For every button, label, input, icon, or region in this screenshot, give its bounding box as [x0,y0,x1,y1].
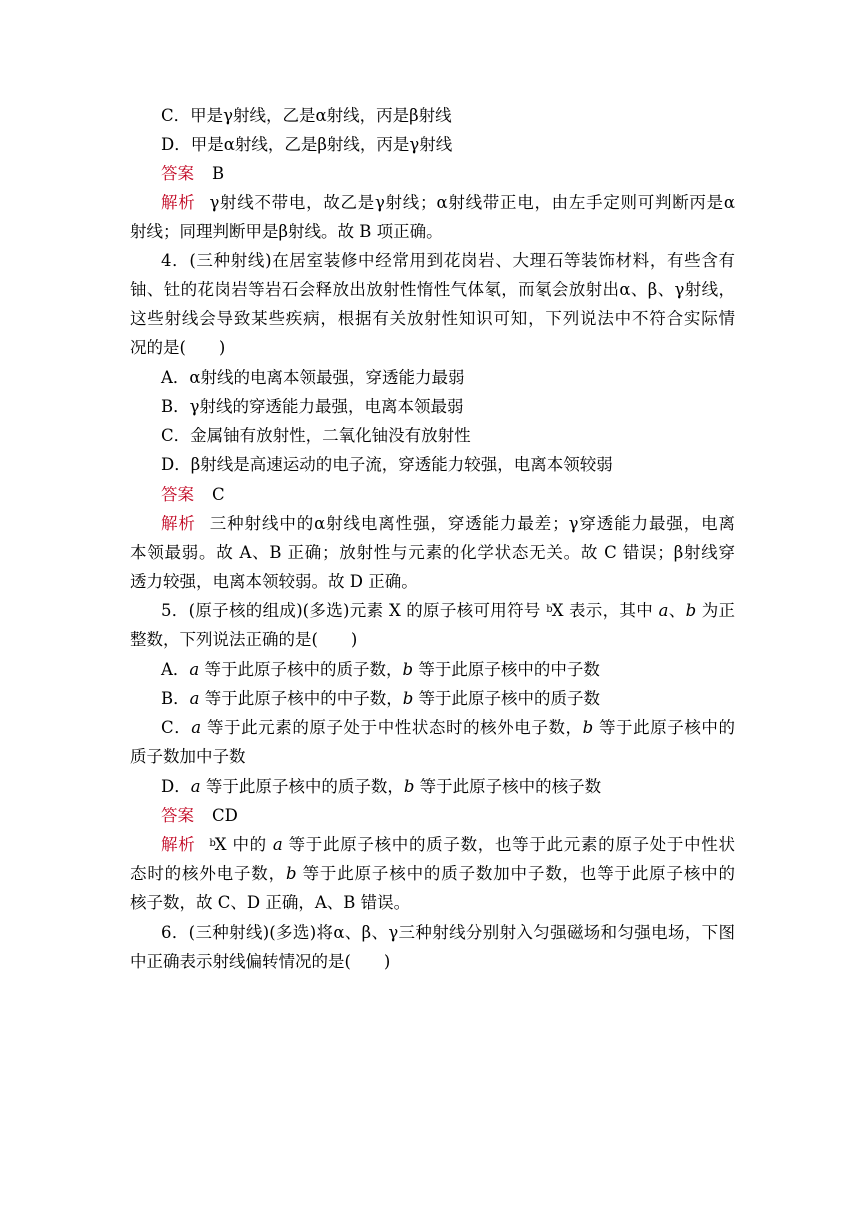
q5-option-b [161,684,735,713]
option-text: 等于此元素的原子处于中性状态时的核外电子数， [201,718,583,737]
variable-b: b [402,689,414,708]
stem-text: 为正 [696,601,736,620]
variable-a: a [189,689,200,708]
analysis-text: 等于此原子核中的质子数加中子数，也等于此原子核中的 [296,864,736,883]
variable-a: a [189,660,200,679]
answer-label: 答案 [161,806,194,825]
stem-text: 表示，其中 [563,601,659,620]
q5-option-c-line-2: 质子数加中子数 [130,747,246,766]
q5-option-d [161,772,735,801]
q6-stem-line-1: 6．(三种射线)(多选)将α、β、γ三种射线分别射入匀强磁场和匀强电场，下图 [161,923,735,942]
q5-stem-line-1 [161,596,735,628]
q4-stem-line-4: 况的是( ) [130,338,226,357]
option-text: 等于此原子核中的质子数， [199,660,403,679]
element-symbol: X [214,835,227,854]
variable-b: b [685,601,697,620]
q4-stem-line-1: 4．(三种射线)在居室装修中经常用到花岗岩、大理石等装饰材料，有些含有 [161,251,735,270]
q4-answer [161,480,735,509]
q6-stem-line-2: 中正确表示射线偏转情况的是( ) [130,952,391,971]
variable-a: a [191,718,202,737]
q3-answer [161,159,735,188]
element-symbol: X [551,601,564,620]
option-text: 等于此原子核中的中子数 [413,660,600,679]
variable-a: a [272,835,283,854]
q4-stem-line-2: 铀、钍的花岗岩等岩石会释放出放射性惰性气体氡，而氡会放射出α、β、γ射线， [130,280,735,299]
variable-a: a [658,601,669,620]
option-letter: B． [161,689,190,708]
q4-analysis-line-2: 本领最弱。故 A、B 正确；放射性与元素的化学状态无关。故 C 错误；β射线穿 [130,543,735,562]
q5-stem-line-2: 整数，下列说法正确的是( ) [130,630,358,649]
analysis-text: 三种射线中的α射线电离性强，穿透能力最差；γ穿透能力最强，电离 [209,514,735,533]
q4-option-d: D．β射线是高速运动的电子流，穿透能力较强，电离本领较弱 [161,455,613,474]
analysis-text: 中的 [226,835,273,854]
option-text: 等于此原子核中的核子数 [414,777,602,796]
analysis-text: γ射线不带电，故乙是γ射线；α射线带正电，由左手定则可判断丙是α [209,193,735,212]
nuclide-symbol [546,596,563,628]
q5-option-a [161,655,735,684]
q5-analysis-line-1 [161,830,735,862]
variable-b: b [582,718,594,737]
analysis-label: 解析 [161,835,196,854]
q3-option-c: C．甲是γ射线，乙是α射线，丙是β射线 [161,106,452,125]
q4-analysis-line-3: 透力较强，电离本领较弱。故 D 正确。 [130,572,418,591]
option-text: 等于此原子核中的中子数， [199,689,403,708]
q5-analysis-line-3: 核子数，故 C、D 正确，A、B 错误。 [130,893,411,912]
q4-stem-line-3: 这些射线会导致某些疾病，根据有关放射性知识可知，下列说法中不符合实际情 [130,309,735,328]
nuclide-symbol [209,830,226,862]
analysis-label: 解析 [161,193,196,212]
mass-number: b [546,604,552,615]
variable-b: b [403,777,415,796]
q5-analysis-line-2 [130,859,735,888]
answer-value: C [212,485,225,504]
variable-b: b [285,864,297,883]
variable-a: a [190,777,201,796]
q4-option-a: A．α射线的电离本领最强，穿透能力最弱 [161,368,465,387]
variable-b: b [402,660,414,679]
option-text: 等于此原子核中的质子数， [200,777,404,796]
q5-answer [161,801,735,830]
q4-option-c: C．金属铀有放射性，二氧化铀没有放射性 [161,426,471,445]
option-letter: C． [161,718,192,737]
stem-text: 5．(原子核的组成)(多选)元素 X 的原子核可用符号 [161,601,547,620]
q3-option-d: D．甲是α射线，乙是β射线，丙是γ射线 [161,135,453,154]
analysis-label: 解析 [161,514,196,533]
analysis-text: 态时的核外电子数， [130,864,286,883]
mass-number: b [209,838,215,849]
q5-option-c [161,713,735,742]
answer-label: 答案 [161,164,194,183]
q4-analysis-line-1 [161,509,735,538]
option-letter: D． [161,777,191,796]
option-letter: A． [161,660,190,679]
separator: 、 [668,601,686,620]
answer-label: 答案 [161,485,194,504]
option-text: 等于此原子核中的质子数 [413,689,601,708]
analysis-text: 等于此原子核中的质子数，也等于此元素的原子处于中性状 [282,835,735,854]
q3-analysis-line-1 [161,188,735,217]
answer-value: B [212,164,225,183]
option-text: 等于此原子核中的 [593,718,735,737]
q3-analysis-line-2: 射线；同理判断甲是β射线。故 B 项正确。 [130,222,443,241]
q4-option-b: B．γ射线的穿透能力最强，电离本领最弱 [161,397,464,416]
answer-value: CD [212,806,238,825]
